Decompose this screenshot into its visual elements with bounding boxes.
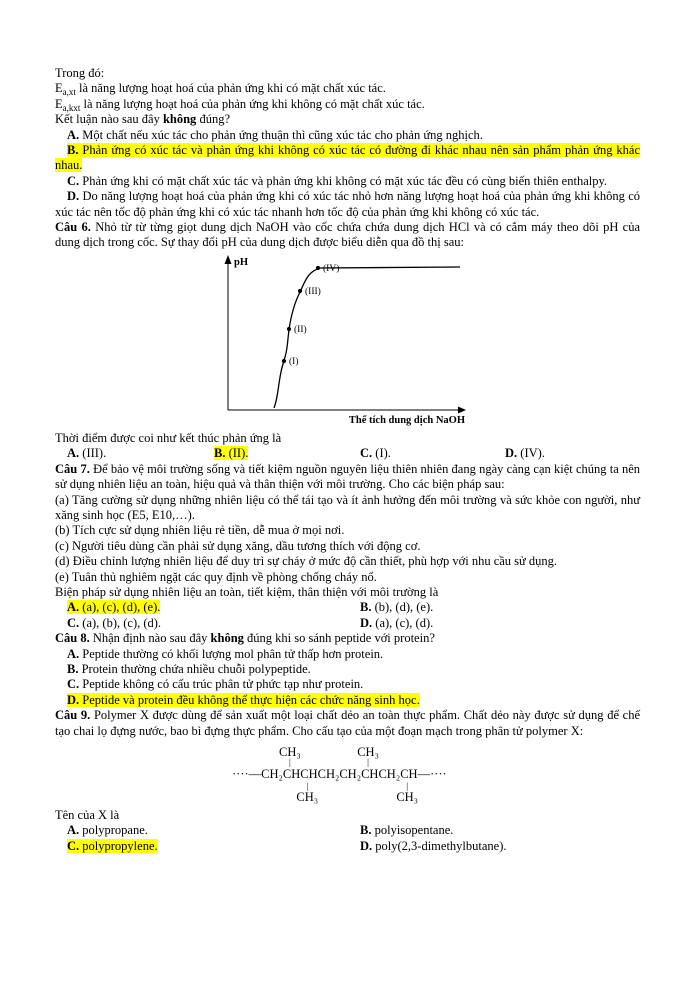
methyl-branch-top-2 — [357, 746, 379, 768]
q6-label: Câu 6. — [55, 220, 91, 235]
x-axis-arrow-icon — [458, 406, 466, 413]
q7-measure-e: (e) Tuân thủ nghiêm ngặt các quy định về phòng chống cháy nổ. — [55, 569, 377, 584]
highlight-q8-d: D. Peptide và protein đều không thể thực hiện các chức năng sinh học. — [67, 692, 420, 707]
q6-option-b — [214, 446, 360, 461]
methyl-label: CH₃ — [279, 744, 301, 759]
q7-option-b: B. (b), (d), (e). — [360, 600, 434, 615]
q5-option-c: C. Phản ứng khi có mặt chất xúc tác và phản ứng khi không có mặt xúc tác đều có cùng biến thiên enthalpy. — [67, 173, 608, 188]
q7-measure-d: (d) Điều chỉnh lượng nhiên liệu để duy trì sự cháy ở mức độ cần thiết, phù hợp với nhu cầu sử dụng. — [55, 554, 558, 569]
point-IV-label: (IV) — [323, 263, 340, 274]
methyl-label: CH₃ — [296, 790, 319, 804]
ea-kxt-line — [55, 97, 640, 112]
methyl-branch-bottom-1 — [296, 782, 318, 804]
q5-option-d: D. Do năng lượng hoạt hoá của phản ứng khi có xúc tác nhỏ hơn năng lượng hoạt hoá của phản ứng khi không có xúc tác nên tốc độ phản ứng khi có xúc tác nhanh hơn tốc độ của phản ứng khi không có xúc tác. — [55, 189, 641, 219]
ph-curve-figure — [212, 252, 482, 426]
highlight-q5-b: B. Phản ứng có xúc tác và phản ứng khi không có xúc tác có đường đi khác nhau nên sản phẩm phản ứng khác nhau. — [55, 143, 641, 173]
q6-option-c: C. (I). — [360, 446, 391, 461]
intro-heading: Trong đó: — [55, 66, 105, 80]
q9-option-d: D. poly(2,3-dimethylbutane). — [360, 838, 507, 853]
methyl-branch-top-1 — [279, 746, 301, 768]
q7-measure-c: (c) Người tiêu dùng cần phải sử dụng xăng, dầu tương thích với động cơ. — [55, 538, 421, 553]
point-III-dot — [298, 289, 302, 293]
q8-label: Câu 8. — [55, 631, 90, 646]
highlight-q6-b: B. (II). — [214, 446, 249, 461]
bond-line: | — [406, 781, 409, 791]
q7-measure-a: (a) Tăng cường sử dụng những nhiên liệu có thể tái tạo và ít ảnh hưởng đến môi trường và sức khỏe con người, như xăng sinh học (E5, E10,…). — [55, 492, 640, 522]
q5-option-a: A. Một chất nếu xúc tác cho phản ứng thuận thì cũng xúc tác cho phản ứng nghịch. — [67, 127, 483, 142]
bond-line: | — [306, 781, 309, 791]
titration-graph — [212, 252, 640, 430]
q9-options-row1 — [55, 823, 640, 838]
x-axis-title: Thể tích dung dịch NaOH — [348, 414, 465, 426]
ea-xt-line — [55, 81, 640, 96]
q9-option-b: B. polyisopentane. — [360, 823, 454, 838]
q7-options-row1 — [55, 600, 640, 615]
q6-option-a: A. (III). — [67, 446, 107, 461]
q6-option-d: D. (IV). — [505, 446, 545, 461]
q6-options — [55, 446, 640, 461]
q5-question: Kết luận nào sau đây không đúng? — [55, 112, 230, 127]
q7-option-a — [67, 600, 360, 615]
chain-middle: CH₂CH₂ — [317, 767, 362, 781]
ea-kxt-subscript: a,kxt — [62, 102, 81, 113]
carbon-branch-top-1: CH₃ | CH — [279, 744, 301, 781]
point-I-dot — [282, 359, 286, 363]
methyl-branch-bottom-2 — [396, 782, 418, 804]
ea-kxt-symbol: E — [55, 96, 63, 111]
y-axis-arrow-icon — [225, 255, 232, 264]
point-II-label: (II) — [294, 324, 307, 335]
bond-line: | — [288, 757, 291, 767]
ea-xt-subscript: a,xt — [62, 87, 76, 98]
q8-option-d — [55, 693, 640, 708]
q7-measure-b: (b) Tích cực sử dụng nhiên liệu rẻ tiền, dễ mua ở mọi nơi. — [55, 523, 345, 538]
y-axis-title: pH — [234, 256, 249, 268]
methyl-label: CH₃ — [357, 744, 379, 759]
q7-question: Biện pháp sử dụng nhiên liệu an toàn, tiết kiệm, thân thiện với môi trường là — [55, 584, 439, 599]
q7-options-row2 — [55, 616, 640, 631]
point-I-label: (I) — [289, 356, 299, 367]
q5-option-b — [55, 143, 640, 174]
point-IV-dot — [316, 266, 320, 270]
carbon-branch-top-2: CH₃ | CH — [357, 744, 379, 781]
chain-end: —···· — [417, 767, 447, 781]
carbon-branch-bottom-2: | CH₃ CH — [396, 767, 419, 804]
ea-kxt-text: là năng lượng hoạt hoá của phản ứng khi không có mặt chất xúc tác. — [80, 96, 425, 111]
bond-line: | — [367, 757, 369, 767]
q7-option-d: D. (a), (c), (d). — [360, 615, 434, 630]
highlight-q9-c: C. polypropylene. — [67, 838, 158, 853]
methyl-label: CH₃ — [396, 790, 419, 804]
polymer-structure — [232, 742, 640, 806]
q7-stem: Câu 7. Để bảo vệ môi trường sống và tiết kiệm nguồn nguyên liệu thiên nhiên đang ngày càng cạn kiệt chúng ta nên sử dụng nhiên liệu an toàn, hiệu quả và thân thiện với môi trường. Cho các biện pháp sau: — [55, 461, 641, 492]
highlight-q7-a: A. (a), (c), (d), (e). — [67, 600, 161, 615]
titration-curve — [274, 267, 460, 408]
q9-option-a: A. polypropane. — [67, 823, 148, 838]
q9-question: Tên của X là — [55, 808, 120, 822]
chain-start: ····—CH₂ — [232, 767, 283, 781]
q9-options-row2 — [55, 839, 640, 854]
q9-stem: Câu 9. Polymer X được dùng để sản xuất một loại chất dẻo an toàn thực phẩm. Chất dẻo này được sử dụng để chế tạo chai lọ đựng nước, bao bì đựng thực phẩm. Cho cấu tạo của một đoạn mạch trong phân tử polymer X: — [55, 708, 641, 738]
carbon-branch-bottom-1: | CH₃ CH — [296, 767, 319, 804]
q8-option-b: B. Protein thường chứa nhiều chuỗi polypeptide. — [67, 661, 311, 676]
q9-label: Câu 9. — [55, 708, 91, 723]
ea-xt-text: là năng lượng hoạt hoá của phản ứng khi có mặt chất xúc tác. — [75, 81, 386, 96]
chain-ch2: CH₂ — [378, 767, 401, 781]
q9-option-c — [67, 839, 360, 854]
q7-label: Câu 7. — [55, 461, 90, 476]
point-III-label: (III) — [305, 286, 321, 297]
point-II-dot — [287, 327, 291, 331]
q6-stem: Câu 6. Nhỏ từ từ từng giọt dung dịch NaOH vào cốc chứa chứa dung dịch HCl và có cắm máy theo dõi pH của dung dịch trong cốc. Sự thay đổi pH của dung dịch được biểu diễn qua đồ thị sau: — [55, 220, 641, 250]
ea-xt-symbol: E — [55, 81, 63, 96]
q6-question: Thời điểm được coi như kết thúc phản ứng là — [55, 430, 282, 445]
q8-option-a: A. Peptide thường có khối lượng mol phân tử thấp hơn protein. — [67, 646, 384, 661]
q8-option-c: C. Peptide không có cấu trúc phân tử phức tạp như protein. — [67, 677, 364, 692]
q8-stem: Câu 8. Nhận định nào sau đây không đúng khi so sánh peptide với protein? — [55, 631, 435, 646]
q7-option-c: C. (a), (b), (c), (d). — [67, 615, 162, 630]
